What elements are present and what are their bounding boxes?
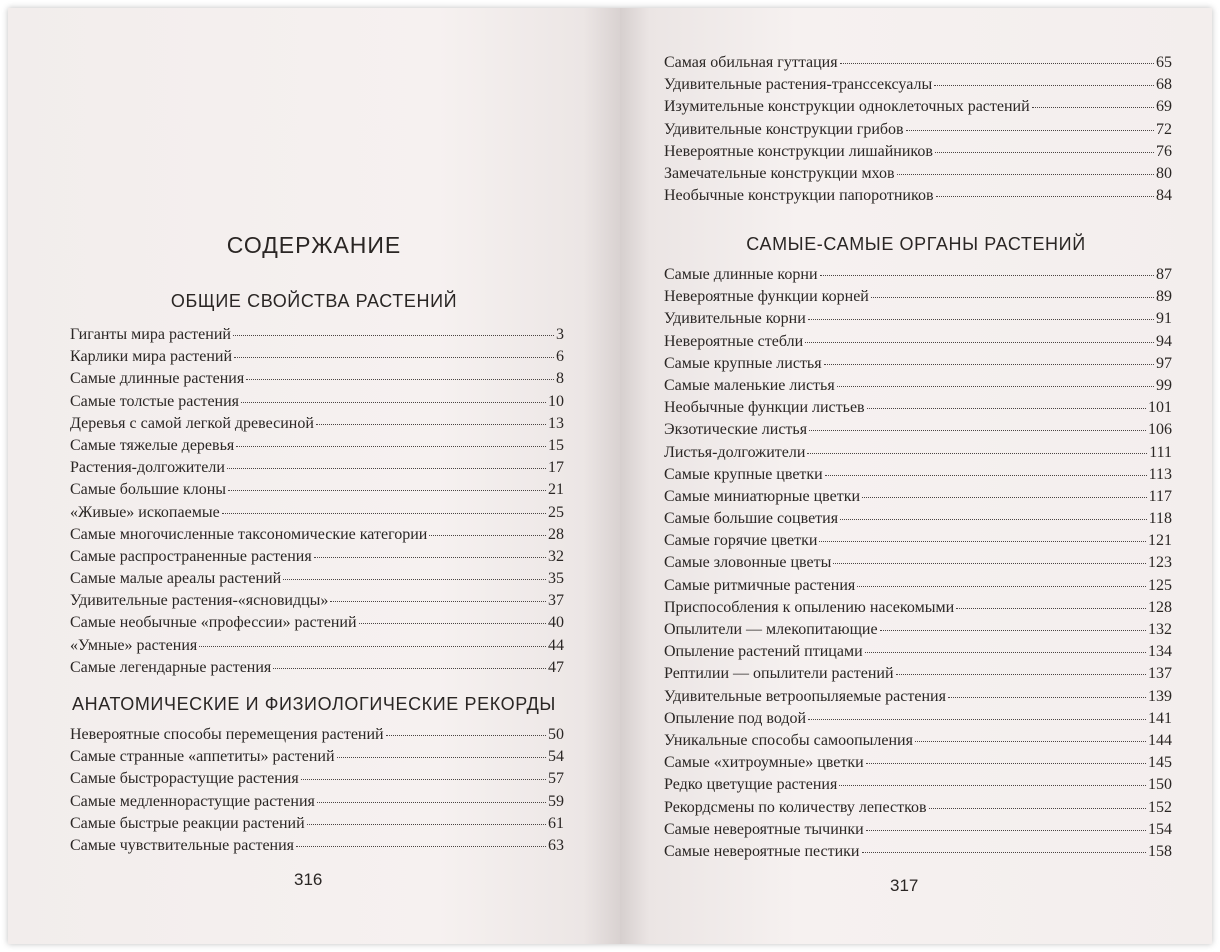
toc-entry-page: 123	[1148, 554, 1172, 572]
dot-leader	[935, 151, 1154, 153]
section-heading-general: ОБЩИЕ СВОЙСТВА РАСТЕНИЙ	[170, 291, 458, 311]
toc-entry-title: Самые большие соцветия	[664, 510, 839, 528]
toc-entry	[664, 819, 1172, 841]
dot-leader	[805, 341, 1154, 343]
toc-entry	[664, 264, 1172, 286]
dot-leader	[808, 718, 1146, 720]
toc-entry-title: Самые необычные «профессии» растений	[70, 614, 357, 632]
toc-entry	[70, 568, 564, 590]
book-spread	[8, 8, 1212, 944]
toc-entry	[664, 308, 1172, 330]
toc-entry-page: 134	[1148, 643, 1172, 661]
toc-entry-page: 8	[556, 370, 564, 388]
dot-leader	[227, 467, 546, 469]
toc-entry-title: Самые быстрорастущие растения	[70, 770, 299, 788]
toc-entry	[664, 163, 1172, 185]
toc-entry-title: Опыление растений птицами	[664, 643, 863, 661]
toc-entry-page: 10	[548, 392, 564, 410]
toc-entry-title: Самые «хитроумные» цветки	[664, 754, 864, 772]
toc-entry	[664, 575, 1172, 597]
toc-entry-page: 132	[1148, 621, 1172, 638]
toc-entry-page: 15	[548, 436, 564, 454]
toc-entry	[70, 657, 564, 679]
toc-entry	[70, 413, 564, 435]
toc-entry-page: 32	[548, 547, 564, 565]
toc-entry-page: 63	[548, 836, 564, 854]
toc-entry-title: Уникальные способы самоопыления	[664, 731, 913, 749]
toc-entry-page: 158	[1148, 842, 1172, 860]
toc-entry	[664, 286, 1172, 308]
dot-leader	[862, 851, 1147, 853]
toc-entry-title: Невероятные стебли	[664, 332, 804, 350]
dot-leader	[906, 129, 1154, 131]
toc-entry-page: 6	[556, 348, 564, 366]
dot-leader	[833, 562, 1146, 564]
dot-leader	[234, 356, 554, 358]
dot-leader	[314, 556, 546, 558]
toc-entry-title: Опыление под водой	[664, 709, 807, 727]
toc-entry-title: Изумительные конструкции одноклеточных растений	[664, 98, 1030, 116]
dot-leader	[233, 334, 554, 336]
toc-entry-title: Удивительные конструкции грибов	[664, 120, 904, 138]
toc-entry-title: Листья-долгожители	[664, 443, 806, 461]
toc-entry-title: Самые многочисленные таксономические категории	[70, 525, 428, 543]
toc-entry	[664, 119, 1172, 141]
toc-entry-title: Удивительные растения-транссексуалы	[664, 76, 933, 94]
toc-entry-page: 121	[1148, 532, 1172, 550]
toc-entry-page: 54	[548, 748, 564, 766]
toc-list-organs	[664, 264, 1172, 863]
toc-entry	[70, 791, 564, 813]
toc-entry	[664, 96, 1172, 118]
toc-entry-page: 89	[1156, 288, 1172, 306]
toc-entry-title: Редко цветущие растения	[664, 776, 838, 794]
toc-entry-title: Самые длинные корни	[664, 266, 818, 283]
toc-entry-title: Самые тяжелые деревья	[70, 436, 235, 454]
toc-entry-title: «Умные» растения	[70, 636, 198, 654]
show-through-text	[70, 58, 550, 328]
toc-entry-page: 37	[548, 592, 564, 610]
toc-entry	[70, 590, 564, 612]
dot-leader	[330, 600, 546, 602]
section-heading-anatomy: АНАТОМИЧЕСКИЕ И ФИЗИОЛОГИЧЕСКИЕ РЕКОРДЫ	[72, 694, 556, 714]
toc-entry-title: Самые длинные растения	[70, 370, 245, 388]
toc-entry-title: Опылители — млекопитающие	[664, 621, 878, 638]
toc-entry	[664, 641, 1172, 663]
toc-entry	[664, 708, 1172, 730]
toc-entry-title: Невероятные функции корней	[664, 288, 869, 306]
toc-entry-page: 97	[1156, 354, 1172, 372]
dot-leader	[359, 622, 546, 624]
dot-leader	[283, 578, 546, 580]
dot-leader	[819, 540, 1146, 542]
dot-leader	[956, 607, 1146, 609]
dot-leader	[241, 401, 546, 403]
toc-entry-title: Удивительные ветроопыляемые растения	[664, 687, 946, 705]
dot-leader	[840, 518, 1147, 520]
toc-entry-page: 113	[1148, 465, 1172, 483]
toc-entry	[70, 546, 564, 568]
toc-entry-page: 76	[1156, 142, 1172, 160]
dot-leader	[948, 696, 1146, 698]
toc-entry	[664, 353, 1172, 375]
toc-entry-page: 65	[1156, 54, 1172, 71]
toc-entry	[664, 552, 1172, 574]
toc-entry	[664, 52, 1172, 74]
page-number-right: 317	[890, 876, 919, 895]
dot-leader	[915, 740, 1146, 742]
toc-entry-title: Самые чувствительные растения	[70, 836, 295, 854]
toc-entry-title: Самые крупные цветки	[664, 465, 823, 483]
toc-entry-page: 35	[548, 570, 564, 588]
right-page	[620, 8, 1212, 944]
dot-leader	[866, 829, 1146, 831]
toc-entry-title: Удивительные корни	[664, 310, 806, 328]
toc-entry-page: 154	[1148, 820, 1172, 838]
contents-heading: СОДЕРЖАНИЕ	[226, 232, 402, 258]
toc-entry	[664, 530, 1172, 552]
toc-entry	[70, 479, 564, 501]
toc-entry-title: Гиганты мира растений	[70, 326, 231, 343]
toc-entry-page: 3	[556, 326, 564, 343]
dot-leader	[837, 385, 1154, 387]
toc-entry-page: 111	[1149, 443, 1172, 461]
toc-entry-page: 145	[1148, 754, 1172, 772]
toc-entry	[70, 524, 564, 546]
dot-leader	[871, 296, 1154, 298]
toc-entry-page: 101	[1148, 399, 1172, 417]
toc-entry	[70, 346, 564, 368]
dot-leader	[307, 823, 546, 825]
toc-entry	[664, 841, 1172, 863]
toc-entry-title: Самые быстрые реакции растений	[70, 814, 305, 832]
toc-entry	[664, 331, 1172, 353]
toc-entry-page: 69	[1156, 98, 1172, 116]
toc-entry	[70, 813, 564, 835]
toc-entry	[664, 141, 1172, 163]
toc-entry-title: Самые невероятные тычинки	[664, 820, 864, 838]
toc-entry	[664, 752, 1172, 774]
toc-entry-page: 91	[1156, 310, 1172, 328]
toc-entry-page: 61	[548, 814, 564, 832]
toc-entry-page: 59	[548, 792, 564, 810]
dot-leader	[825, 474, 1147, 476]
dot-leader	[228, 489, 546, 491]
toc-entry	[664, 419, 1172, 441]
dot-leader	[809, 429, 1146, 431]
dot-leader	[316, 423, 546, 425]
toc-entry-title: Самые ритмичные растения	[664, 576, 856, 594]
toc-entry	[664, 74, 1172, 96]
toc-entry-title: «Живые» ископаемые	[70, 503, 220, 521]
toc-entry-page: 141	[1148, 709, 1172, 727]
dot-leader	[824, 363, 1154, 365]
dot-leader	[896, 673, 1147, 675]
toc-entry-page: 68	[1156, 76, 1172, 94]
toc-entry	[70, 391, 564, 413]
toc-entry	[664, 464, 1172, 486]
toc-entry	[70, 635, 564, 657]
toc-entry	[70, 368, 564, 390]
toc-entry	[664, 797, 1172, 819]
toc-entry-page: 150	[1148, 776, 1172, 794]
toc-entry-page: 84	[1156, 187, 1172, 205]
toc-entry	[70, 724, 564, 746]
toc-entry-title: Замечательные конструкции мхов	[664, 164, 895, 182]
dot-leader	[929, 807, 1146, 809]
dot-leader	[296, 845, 546, 847]
toc-entry-page: 25	[548, 503, 564, 521]
toc-entry	[70, 768, 564, 790]
toc-entry-title: Необычные функции листьев	[664, 399, 865, 417]
dot-leader	[866, 762, 1146, 764]
page-number-left: 316	[294, 870, 323, 889]
toc-entry-page: 28	[548, 525, 564, 543]
toc-entry-page: 139	[1148, 687, 1172, 705]
toc-entry-page: 94	[1156, 332, 1172, 350]
toc-entry-page: 87	[1156, 266, 1172, 283]
toc-entry	[664, 508, 1172, 530]
toc-entry-page: 128	[1148, 598, 1172, 616]
dot-leader	[1032, 106, 1154, 108]
dot-leader	[317, 801, 546, 803]
toc-entry-title: Рекордсмены по количеству лепестков	[664, 798, 927, 816]
dot-leader	[807, 452, 1147, 454]
toc-entry-title: Самые крупные листья	[664, 354, 822, 372]
toc-entry-page: 117	[1148, 487, 1172, 505]
toc-entry-page: 47	[548, 658, 564, 676]
toc-entry	[664, 375, 1172, 397]
toc-entry	[664, 774, 1172, 796]
toc-entry-page: 137	[1148, 665, 1172, 683]
toc-entry-title: Самые странные «аппетиты» растений	[70, 748, 335, 766]
toc-entry-title: Самые легендарные растения	[70, 658, 272, 676]
toc-entry-title: Самые миниатюрные цветки	[664, 487, 861, 505]
toc-entry-page: 44	[548, 636, 564, 654]
toc-entry-page: 13	[548, 414, 564, 432]
dot-leader	[246, 378, 554, 380]
dot-leader	[301, 778, 546, 780]
toc-entry	[70, 746, 564, 768]
toc-entry-page: 80	[1156, 164, 1172, 182]
dot-leader	[936, 195, 1154, 197]
toc-entry-title: Самые зловонные цветы	[664, 554, 832, 572]
toc-entry-page: 72	[1156, 120, 1172, 138]
dot-leader	[839, 784, 1146, 786]
toc-entry	[664, 486, 1172, 508]
toc-entry-page: 40	[548, 614, 564, 632]
toc-entry	[664, 730, 1172, 752]
dot-leader	[880, 629, 1146, 631]
dot-leader	[386, 734, 546, 736]
toc-entry-title: Самые горячие цветки	[664, 532, 818, 550]
toc-entry-title: Самые распространенные растения	[70, 547, 312, 565]
toc-entry-page: 152	[1148, 798, 1172, 816]
dot-leader	[934, 84, 1154, 86]
dot-leader	[337, 756, 546, 758]
toc-entry-page: 125	[1148, 576, 1172, 594]
toc-entry	[70, 435, 564, 457]
toc-entry-title: Самые толстые растения	[70, 392, 240, 410]
toc-entry	[664, 597, 1172, 619]
dot-leader	[865, 651, 1146, 653]
toc-entry-title: Невероятные конструкции лишайников	[664, 142, 933, 160]
toc-entry-page: 106	[1148, 421, 1172, 439]
toc-entry-title: Самые большие клоны	[70, 481, 227, 499]
toc-entry	[70, 324, 564, 346]
dot-leader	[862, 496, 1147, 498]
dot-leader	[429, 534, 546, 536]
toc-entry-title: Карлики мира растений	[70, 348, 233, 366]
toc-entry-title: Самые невероятные пестики	[664, 842, 860, 860]
toc-entry	[664, 663, 1172, 685]
toc-entry-title: Самые малые ареалы растений	[70, 570, 282, 588]
toc-entry-title: Самые медленнорастущие растения	[70, 792, 315, 810]
toc-entry-page: 57	[548, 770, 564, 788]
dot-leader	[897, 173, 1154, 175]
dot-leader	[857, 585, 1146, 587]
toc-entry-title: Необычные конструкции папоротников	[664, 187, 934, 205]
toc-entry-title: Удивительные растения-«ясновидцы»	[70, 592, 329, 610]
toc-entry-title: Растения-долгожители	[70, 459, 225, 477]
dot-leader	[867, 407, 1146, 409]
dot-leader	[199, 645, 546, 647]
toc-entry	[664, 686, 1172, 708]
toc-entry-title: Приспособления к опылению насекомыми	[664, 598, 955, 616]
toc-entry-title: Рептилии — опылители растений	[664, 665, 894, 683]
dot-leader	[808, 318, 1154, 320]
toc-entry-page: 118	[1148, 510, 1172, 528]
toc-list-general	[70, 324, 564, 679]
section-heading-organs: САМЫЕ-САМЫЕ ОРГАНЫ РАСТЕНИЙ	[746, 234, 1086, 254]
toc-entry-page: 144	[1148, 731, 1172, 749]
toc-entry	[70, 835, 564, 857]
toc-entry	[664, 185, 1172, 207]
toc-entry-title: Деревья с самой легкой древесиной	[70, 414, 314, 432]
toc-list-anatomy	[70, 724, 564, 857]
dot-leader	[222, 512, 546, 514]
toc-list-continued	[664, 52, 1172, 207]
toc-entry	[664, 619, 1172, 641]
left-page	[8, 8, 620, 944]
dot-leader	[820, 274, 1155, 276]
toc-entry-page: 17	[548, 459, 564, 477]
toc-entry-page: 50	[548, 726, 564, 743]
toc-entry	[664, 442, 1172, 464]
toc-entry-title: Самая обильная гуттация	[664, 54, 838, 71]
dot-leader	[236, 445, 546, 447]
toc-entry-title: Невероятные способы перемещения растений	[70, 726, 384, 743]
dot-leader	[273, 667, 546, 669]
toc-entry	[70, 457, 564, 479]
toc-entry-page: 21	[548, 481, 564, 499]
toc-entry	[70, 502, 564, 524]
toc-entry-page: 99	[1156, 376, 1172, 394]
toc-entry-title: Самые маленькие листья	[664, 376, 835, 394]
toc-entry	[70, 612, 564, 634]
toc-entry-title: Экзотические листья	[664, 421, 808, 439]
toc-entry	[664, 397, 1172, 419]
dot-leader	[840, 62, 1154, 64]
